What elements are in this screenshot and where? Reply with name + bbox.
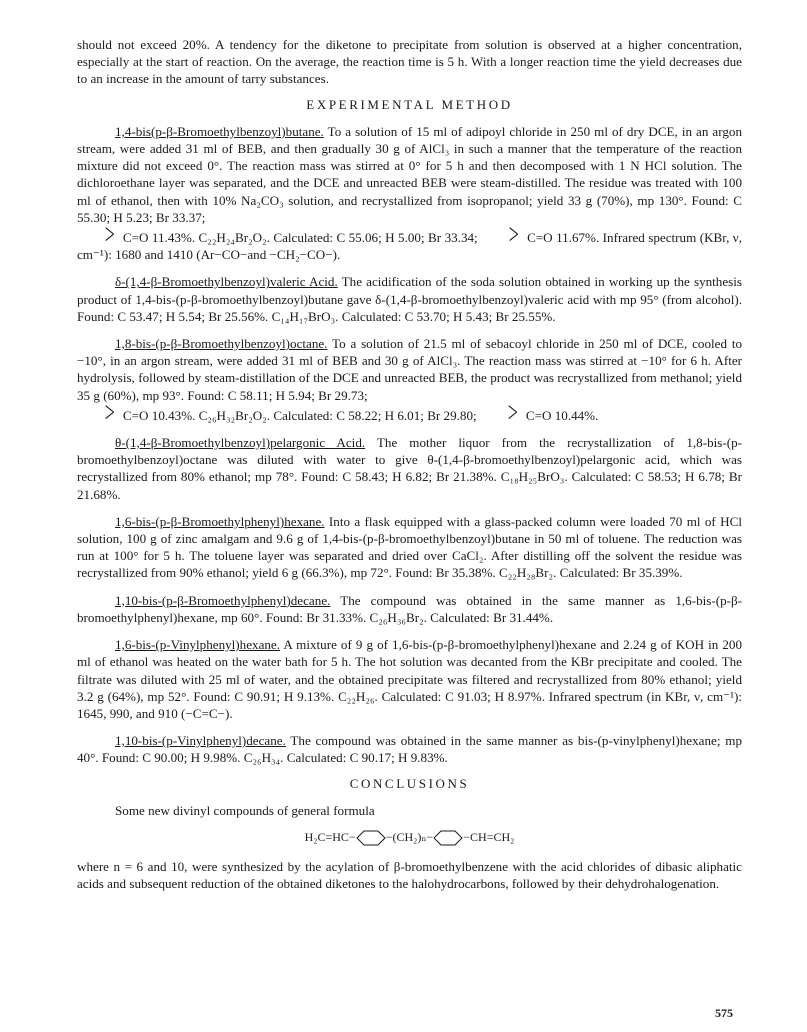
- page-body: [77, 36, 742, 893]
- para-text: Into a flask equipped with a glass-packed column were loaded 70 ml of HCl solution, 100 g of zinc amalgam and 9.6 g of 1,4-bis-(p-β-bromoethylbenzoyl)butane in 50 ml of toluene. The reduction was run at 100° for 5 h. The toluene layer was separated and dried over CaCl₂. After distilling off the solvent the residue was recrystallized from 90% ethanol; yield 6 g (66.3%), mp 72°. Found: Br 35.38%. C₂₂H₂₈Br₂. Calculated: Br 35.39%.: [77, 513, 742, 581]
- carbonyl-bracket-icon: >: [507, 395, 518, 429]
- para-bromoethylphenyl-decane: [77, 592, 742, 626]
- para-text: C=O 10.44%.: [525, 407, 599, 423]
- para-title: 1,6-bis-(p-β-Bromoethylphenyl)hexane.: [115, 513, 325, 529]
- carbonyl-bracket-icon: >: [104, 218, 115, 252]
- intro-paragraph: should not exceed 20%. A tendency for the diketone to precipitate from solution is observed at a higher concentration, especially at the start of reaction. On the average, the reaction time is 5 h. With a longer reaction time the yield decreases due to an increase in the amount of tarry substances.: [77, 37, 742, 87]
- para-text: The acidification of the soda solution obtained in working up the synthesis product of 1,4-bis-(p-β-bromoethylbenzoyl)butane gave δ-(1,4-β-bromoethylbenzoyl)valeric acid with mp 95° (from alcohol). Found: C 53.47; H 5.54; Br 25.56%. C₁₄H₁₇BrO₃. Calculated: C 53.70; H 5.43; Br 25.55%.: [77, 274, 742, 324]
- para-valeric-acid: [77, 273, 742, 325]
- benzene-ring-icon: [433, 830, 463, 846]
- para-title: 1,4-bis(p-β-Bromoethylbenzoyl)butane.: [115, 123, 324, 139]
- para-pelargonic-acid: [77, 434, 742, 503]
- para-text: The mother liquor from the recrystallization of 1,8-bis-(p-bromoethylbenzoyl)octane was diluted with water to give θ-(1,4-β-bromoethylbenzoyl)pelargonic acid, which was recrystallized from 80% ethanol; mp 78°. Found: C 58.43; H 6.82; Br 21.38%. C₁₈H₂₅BrO₃. Calculated: C 58.53; H 6.78; Br 21.68%.: [77, 435, 742, 502]
- para-text: C=O 11.67%. Infrared spectrum (KBr, ν, cm⁻¹): 1680 and 1410 (Ar−CO−and −CH₂−CO−).: [77, 230, 743, 263]
- para-vinylphenyl-hexane: [77, 636, 742, 722]
- page-number: 575: [715, 1006, 733, 1020]
- para-text: To a solution of 21.5 ml of sebacoyl chloride in 250 ml of DCE, cooled to −10°, in an argon stream, were added 31 ml of BEB and 30 g of AlCl₃. The reaction mass was stirred at −10° for 6 h. After hydrolysis, followed by steam-distillation of the DCE and unreacted BEB, the product was recrystallized from methanol; yield 35 g (60%), mp 93°. Found: C 58.11; H 5.94; Br 29.73;: [77, 336, 742, 403]
- para-text: The compound was obtained in the same manner as bis-(p-vinylphenyl)hexane; mp 40°. Found: C 90.00; H 9.98%. C₂₆H₃₄. Calculated: C 90.17; H 9.83%.: [77, 733, 742, 766]
- carbonyl-bracket-icon: >: [104, 395, 115, 429]
- para-text: To a solution of 15 ml of adipoyl chloride in 250 ml of dry DCE, in an argon stream, were added 31 ml of BEB, and then gradually 30 g of AlCl₃ in such a manner that the temperature of the reaction mixture did not exceed 0°. The reaction mass was stirred at 0° for 5 h and then decomposed with 1 N HCl solution. The dichloroethane layer was separated, and the DCE and unreacted BEB were steam-distilled. The residue was treated with 100 ml of ethanol, then with 10% Na₂CO₃ solution, and recrystallized from isopropanol; yield 33 g (70%), mp 130°. Found: C 55.30; H 5.23; Br 33.37;: [77, 123, 742, 225]
- experimental-heading: EXPERIMENTAL METHOD: [306, 96, 513, 112]
- general-formula: [77, 829, 742, 846]
- formula-middle: −(CH₂)ₙ−: [385, 829, 434, 844]
- para-text: The compound was obtained in the same manner as 1,6-bis-(p-β-bromoethylphenyl)hexane, mp 60°. Found: Br 31.33%. C₂₆H₃₆Br₂. Calculated: Br 31.44%.: [77, 592, 742, 625]
- conclusions-heading: CONCLUSIONS: [349, 775, 470, 791]
- conclusions-body: where n = 6 and 10, were synthesized by the acylation of β-bromoethylbenzene with the acid chlorides of dibasic aliphatic acids and subsequent reduction of the obtained diketones to the halohydrocarbons, followed by their dehydrohalogenation.: [77, 859, 742, 892]
- para-title: θ-(1,4-β-Bromoethylbenzoyl)pelargonic Acid.: [115, 435, 366, 451]
- formula-right: −CH=CH₂: [463, 829, 515, 844]
- conclusions-lead: Some new divinyl compounds of general formula: [115, 802, 375, 818]
- para-bromoethylphenyl-hexane: [77, 513, 742, 582]
- para-text: C=O 10.43%. C₂₆H₃₂Br₂O₂. Calculated: C 58.22; H 6.01; Br 29.80;: [122, 407, 477, 423]
- formula-left: H₂C=HC−: [304, 829, 356, 844]
- para-title: 1,10-bis-(p-Vinylphenyl)decane.: [115, 733, 286, 749]
- benzene-ring-icon: [356, 830, 386, 846]
- para-bis-octane: [77, 335, 742, 429]
- para-bis-butane: [77, 123, 742, 264]
- para-title: 1,8-bis-(p-β-Bromoethylbenzoyl)octane.: [115, 336, 328, 352]
- para-text: C=O 11.43%. C₂₂H₂₄Br₂O₂. Calculated: C 55.06; H 5.00; Br 33.34;: [122, 230, 478, 246]
- para-title: δ-(1,4-β-Bromoethylbenzoyl)valeric Acid.: [115, 274, 338, 290]
- carbonyl-bracket-icon: >: [508, 218, 520, 252]
- para-title: 1,10-bis-(p-β-Bromoethylphenyl)decane.: [115, 592, 331, 608]
- para-text: A mixture of 9 g of 1,6-bis-(p-β-bromoethylphenyl)hexane and 2.24 g of KOH in 200 ml of ethanol was heated on the water bath for 5 h. The hot solution was decanted from the KBr precipitate and cooled. The filtrate was diluted with 25 ml of water, and the obtained precipitate was filtered and recrystallized from 80% ethanol; yield 3.2 g (64%), mp 52°. Found: C 90.91; H 9.13%. C₂₂H₂₆. Calculated: C 91.03; H 8.97%. Infrared spectrum (in KBr, ν, cm⁻¹): 1645, 990, and 910 (−C=C−).: [77, 637, 742, 721]
- para-vinylphenyl-decane: [77, 732, 742, 766]
- para-title: 1,6-bis-(p-Vinylphenyl)hexane.: [115, 637, 281, 653]
